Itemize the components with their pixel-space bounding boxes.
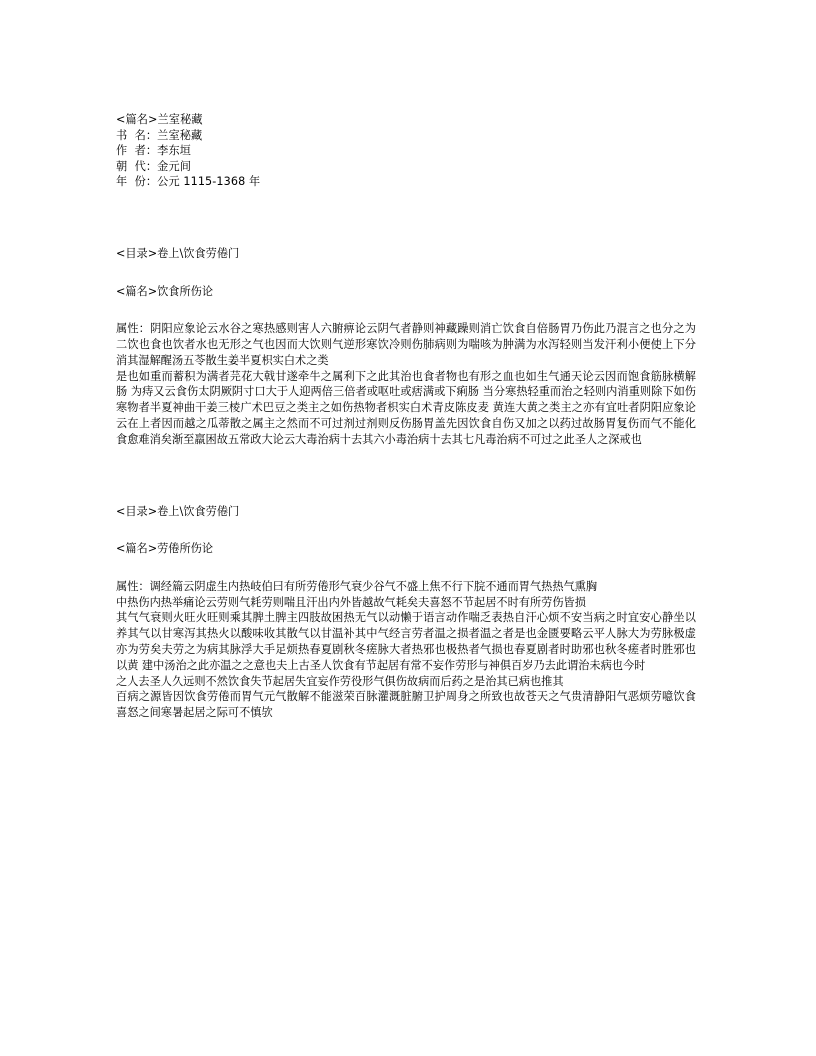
catalog-line: <目录>卷上\饮食劳倦门: [116, 504, 240, 518]
year-line: 年 份：公元 1115-1368 年: [116, 175, 261, 189]
spacer: [116, 299, 696, 321]
section-title: <篇名>劳倦所伤论: [116, 542, 214, 556]
spacer: [116, 519, 696, 541]
book-name-line: 书 名：兰室秘藏: [116, 128, 203, 142]
section-饮食所伤论: [116, 246, 696, 448]
paragraph: 是也如重而蓄积为满者芫花大戟甘遂牵牛之属利下之此其治也食者物也有形之血也如生气通天论云因而饱食筋脉横解肠 为痔又云食伤太阴厥阴寸口大于人迎两倍三倍者或呕吐或痞满或下痢肠 当分寒热轻重而治之轻则内消重则除下如伤寒物者半夏神曲干姜三棱广术巴豆之类主之如伤热物者枳实白术青皮陈皮麦 黄连大黄之类主之亦有宜吐者阴阳应象论云在上者因而越之瓜蒂散之属主之然而不可过剂过剂则反伤肠胃盖先因饮食自伤又加之以药过故肠胃复伤而气不能化食愈难消矣渐至羸困故五常政大论云大毒治病十去其六小毒治病十去其七凡毒治病不可过之此圣人之深戒也: [116, 369, 696, 446]
paragraph: 之人去圣人久远则不然饮食失节起居失宜妄作劳役形气俱伤故病而后药之是治其已病也推其: [116, 674, 564, 688]
paragraph: 中热伤内热举痛论云劳则气耗劳则喘且汗出内外皆越故气耗矣夫喜怒不节起居不时有所劳伤皆损: [116, 595, 586, 609]
paragraph: 属性：调经篇云阴虚生内热岐伯曰有所劳倦形气衰少谷气不盛上焦不行下脘不通而胃气热热气熏胸: [116, 579, 598, 593]
catalog-line: <目录>卷上\饮食劳倦门: [116, 246, 240, 260]
spacer: [116, 190, 696, 246]
spacer: [116, 262, 696, 284]
dynasty-line: 朝 代：金元间: [116, 159, 192, 173]
paragraph: 属性：阴阳应象论云水谷之寒热感则害人六腑痹论云阴气者静则神藏躁则消亡饮食自倍肠胃乃伤此乃混言之也分之为二饮也食也饮者水也无形之气也因而大饮则气逆形寒饮冷则伤肺病则为喘咳为肿满为水泻轻则当发汗利小便使上下分消其湿解醒汤五苓散生姜半夏枳实白术之类: [116, 322, 696, 367]
document-body: [116, 112, 696, 721]
section-title: <篇名>饮食所伤论: [116, 284, 214, 298]
author-line: 作 者：李东垣: [116, 144, 192, 158]
paragraph: 百病之源皆因饮食劳倦而胃气元气散解不能滋荣百脉灌溉脏腑卫护周身之所致也故苍天之气贵清静阳气恶烦劳噫饮食喜怒之间寒暑起居之际可不慎欤: [116, 690, 696, 720]
paragraph: 其气气衰则火旺火旺则乘其脾土脾主四肢故困热无气以动懒于语言动作喘乏表热自汗心烦不安当病之时宜安心静坐以养其气以甘寒泻其热火以酸味收其散气以甘温补其中气经言劳者温之损者温之者是也金匮要略云平人脉大为劳脉极虚亦为劳矣夫劳之为病其脉浮大手足烦热春夏剧秋冬瘥脉大者热邪也极热者气损也春夏剧者时助邪也秋冬瘥者时胜邪也以黄 建中汤治之此亦温之之意也夫上古圣人饮食有节起居有常不妄作劳形与神俱百岁乃去此谓治未病也今时: [116, 611, 696, 672]
spacer: [116, 557, 696, 579]
篇名-title-tag: <篇名>兰室秘藏: [116, 113, 203, 126]
document-header: [116, 112, 696, 190]
section-劳倦所伤论: [116, 504, 696, 721]
spacer: [116, 448, 696, 504]
